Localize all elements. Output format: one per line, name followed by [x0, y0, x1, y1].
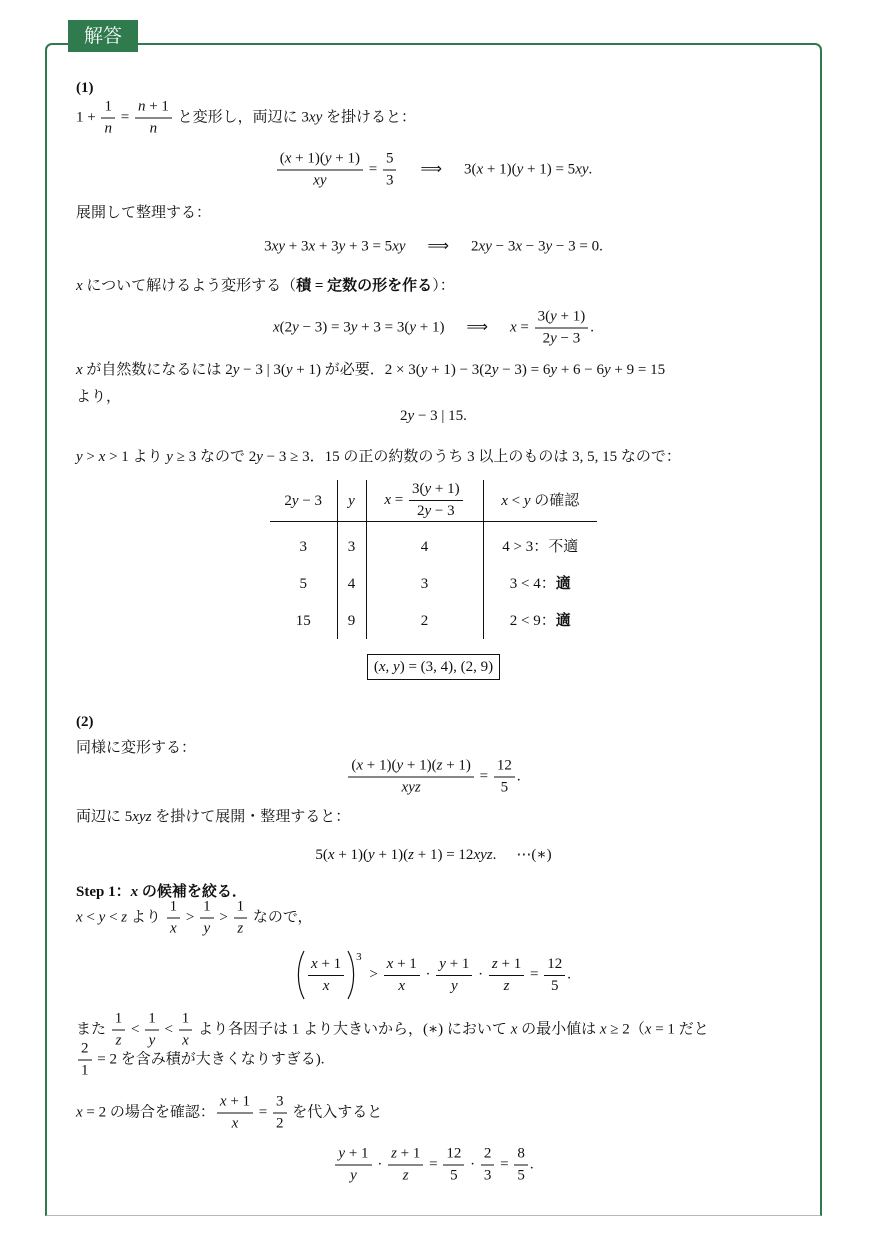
- fraction: [78, 1040, 92, 1081]
- fraction: [308, 955, 344, 996]
- math: x: [76, 278, 83, 294]
- solution-table: [270, 480, 597, 639]
- text: を含み積が大きくなりすぎる).: [120, 1051, 325, 1068]
- cell-verdict: 不適: [548, 538, 579, 555]
- math: >: [219, 909, 228, 926]
- fraction: [443, 1145, 464, 1186]
- cell-value: 3: [347, 538, 356, 555]
- cell-verdict: 適: [555, 612, 571, 629]
- part2-equation2: [45, 845, 822, 865]
- math: x = 2: [76, 1104, 107, 1121]
- fraction: [489, 955, 524, 996]
- part1-line6: [76, 447, 681, 467]
- exponent: 3: [356, 951, 362, 963]
- fraction: [277, 150, 363, 191]
- denominator: x: [322, 977, 330, 994]
- cell-value: 15: [295, 612, 311, 629]
- denominator: x: [398, 977, 406, 994]
- denominator: 5: [550, 977, 559, 994]
- text: より大きいから，: [302, 1021, 423, 1038]
- math: .: [529, 1156, 534, 1173]
- math: >: [369, 966, 378, 983]
- cell-value: 4: [347, 575, 356, 592]
- numerator: 12: [494, 757, 515, 778]
- table-cell: [483, 528, 597, 565]
- table-cell: [483, 565, 597, 602]
- denominator: y: [451, 977, 458, 994]
- numerator: x + 1: [308, 955, 344, 976]
- part1-equation1: [45, 150, 822, 191]
- math: =: [500, 1156, 509, 1173]
- fraction: [234, 898, 248, 939]
- part1-equation4: [45, 406, 822, 426]
- text: また: [76, 1021, 107, 1038]
- text: が必要．: [324, 362, 385, 378]
- fraction: [200, 898, 214, 939]
- column-header: y: [348, 492, 355, 509]
- text: を代入すると: [292, 1104, 383, 1121]
- denominator: n: [104, 120, 112, 137]
- text: 以上のものは: [478, 449, 569, 465]
- cell-separator: ：: [540, 575, 556, 592]
- math: 3: [467, 449, 475, 465]
- text: 両辺に: [76, 809, 122, 825]
- numerator: z + 1: [489, 955, 524, 976]
- part2-line3: [76, 898, 313, 939]
- implies-arrow: ⟹: [466, 317, 488, 336]
- table-cell: [366, 528, 483, 565]
- text: ．: [309, 449, 325, 465]
- text: を掛けると：: [326, 109, 417, 126]
- table-cell: [366, 602, 483, 639]
- text: において: [446, 1021, 507, 1038]
- math: y ≥ 3: [166, 449, 197, 465]
- denominator: z: [115, 1032, 122, 1049]
- denominator: y: [148, 1032, 156, 1049]
- fraction: [544, 955, 565, 996]
- math: =: [258, 1104, 268, 1121]
- part2-equation3: [45, 950, 822, 1000]
- math: 3xy + 3x + 3y + 3 = 5xy: [264, 238, 406, 255]
- numerator: 12: [443, 1145, 464, 1166]
- table-row: [270, 565, 597, 602]
- numerator: 3(y + 1): [409, 480, 463, 501]
- numerator: 1: [200, 898, 214, 919]
- numerator: y + 1: [335, 1145, 371, 1166]
- table-cell: [337, 565, 366, 602]
- denominator: x: [231, 1115, 239, 1132]
- denominator: 2y − 3: [417, 503, 455, 519]
- denominator: xy: [313, 172, 327, 189]
- math: x: [76, 362, 83, 378]
- text: の候補を絞る．: [141, 884, 247, 900]
- math: = 2: [97, 1051, 117, 1068]
- implies-arrow: ⟹: [420, 159, 442, 178]
- numerator: 1: [234, 898, 248, 919]
- fraction: [535, 308, 589, 349]
- part1-heading: (1): [76, 80, 94, 96]
- text: が自然数になるには: [86, 362, 222, 378]
- dot-operator: ·: [377, 1156, 383, 1173]
- implies-arrow: ⟹: [427, 236, 450, 255]
- fraction: [436, 955, 472, 996]
- text: の場合を確認：: [109, 1104, 215, 1121]
- fraction: [101, 98, 115, 139]
- part2-heading: (2): [76, 714, 94, 730]
- math: =: [429, 1156, 438, 1173]
- dot-operator: ·: [478, 966, 484, 983]
- denominator: z: [402, 1167, 409, 1184]
- dot-operator: ·: [425, 966, 431, 983]
- fraction: [135, 98, 172, 139]
- denominator: 3: [483, 1167, 492, 1184]
- fraction: [167, 898, 181, 939]
- numerator: 8: [514, 1145, 528, 1166]
- cell-value: 3 < 4: [509, 575, 541, 592]
- math: 2y − 3 | 3(y + 1): [225, 362, 321, 378]
- numerator: y + 1: [436, 955, 472, 976]
- text: と変形し，両辺に: [177, 109, 298, 126]
- math: 3xy: [301, 109, 323, 126]
- table-header-row: [270, 480, 597, 522]
- numerator: 3: [273, 1093, 287, 1114]
- table-header-cell: [366, 480, 483, 522]
- answer-tab: 解答: [68, 20, 138, 52]
- math: .: [590, 319, 595, 336]
- denominator: 3: [385, 172, 394, 189]
- cell-value: 2: [420, 612, 429, 629]
- math: x(2y − 3) = 3y + 3 = 3(y + 1): [272, 319, 445, 336]
- numerator: x + 1: [217, 1093, 253, 1114]
- table-header-cell: [483, 480, 597, 522]
- math: x ≥ 2: [599, 1021, 630, 1038]
- equation-ref: (∗): [422, 1021, 444, 1038]
- right-paren: [346, 950, 356, 1000]
- math: .: [516, 768, 521, 785]
- denominator: 1: [81, 1062, 89, 1079]
- equation-tag: ⋯(∗): [516, 847, 552, 863]
- fraction: [514, 1145, 528, 1186]
- column-header: x =: [384, 491, 404, 508]
- fraction: [409, 480, 463, 521]
- math: 1: [291, 1021, 300, 1038]
- math: 2xy − 3x − 3y − 3 = 0.: [471, 238, 603, 255]
- math: x < y < z: [76, 909, 128, 926]
- table-cell: [270, 565, 337, 602]
- numerator: 3(y + 1): [535, 308, 589, 329]
- part2-line5: [76, 1040, 324, 1081]
- math: x =: [509, 319, 529, 336]
- denominator: x: [170, 920, 177, 937]
- text: の最小値は: [521, 1021, 597, 1038]
- table-cell: [337, 602, 366, 639]
- table-header-cell: [270, 480, 337, 522]
- text: （: [629, 1021, 645, 1038]
- cell-separator: ：: [533, 538, 549, 555]
- fraction: [217, 1093, 253, 1134]
- table-cell: [270, 528, 337, 565]
- fraction: [494, 757, 515, 798]
- part1-line1: [76, 98, 416, 139]
- part1-line4: [76, 360, 665, 380]
- text: を掛けて展開・整理すると：: [155, 809, 351, 825]
- step-label: Step 1：: [76, 884, 131, 900]
- bold-text: 積 = 定数の形を作る: [296, 278, 433, 294]
- math: =: [479, 768, 489, 785]
- math: <: [164, 1021, 173, 1038]
- part2-equation1: [45, 757, 822, 798]
- text: ）：: [432, 278, 455, 294]
- denominator: 5: [500, 779, 509, 796]
- fraction: [388, 1145, 423, 1186]
- text: の正の約数のうち: [343, 449, 464, 465]
- denominator: 5: [517, 1167, 525, 1184]
- math: >: [185, 909, 195, 926]
- part2-equation4: [45, 1145, 822, 1186]
- math: x: [510, 1021, 518, 1038]
- text: より: [130, 909, 161, 926]
- part1-answer-line: [45, 654, 822, 680]
- math: 15: [324, 449, 340, 465]
- numerator: (x + 1)(y + 1)(z + 1): [348, 757, 474, 778]
- cell-value: 9: [347, 612, 356, 629]
- math: =: [120, 109, 130, 126]
- text: について解けるよう変形する（: [86, 278, 297, 294]
- table-cell: [270, 602, 337, 639]
- numerator: 1: [112, 1010, 126, 1031]
- column-header: 2y − 3: [284, 492, 323, 509]
- part1-equation3: [45, 308, 822, 349]
- denominator: n: [149, 120, 158, 137]
- numerator: 2: [78, 1040, 92, 1061]
- math: 2 × 3(y + 1) − 3(2y − 3) = 6y + 6 − 6y + 9 = 15: [384, 362, 666, 378]
- cell-value: 4 > 3: [502, 538, 534, 555]
- math: 2y − 3 | 15.: [400, 408, 467, 424]
- table-row: [270, 528, 597, 565]
- cell-separator: ：: [540, 612, 556, 629]
- denominator: y: [350, 1167, 357, 1184]
- math: x = 1: [644, 1021, 675, 1038]
- numerator: 2: [481, 1145, 495, 1166]
- denominator: 2: [276, 1115, 284, 1132]
- text: より各因子は: [197, 1021, 288, 1038]
- part2-line6: [76, 1093, 382, 1134]
- math: =: [529, 966, 539, 983]
- fraction: [348, 757, 474, 798]
- cell-verdict: 適: [555, 575, 571, 592]
- boxed-answer: (x, y) = (3, 4), (2, 9): [367, 654, 500, 680]
- numerator: (x + 1)(y + 1): [277, 150, 363, 171]
- text: なので：: [620, 449, 681, 465]
- numerator: 1: [179, 1010, 193, 1031]
- denominator: x: [182, 1032, 189, 1049]
- cell-value: 2 < 9: [509, 612, 541, 629]
- numerator: z + 1: [388, 1145, 423, 1166]
- numerator: 5: [383, 150, 397, 171]
- math: <: [131, 1021, 140, 1038]
- numerator: n + 1: [135, 98, 172, 119]
- cell-value: 3: [299, 538, 307, 555]
- column-header-text: の確認: [534, 492, 580, 509]
- denominator: z: [503, 977, 510, 994]
- math: 5xyz: [124, 809, 152, 825]
- math: 3, 5, 15: [572, 449, 618, 465]
- fraction: [383, 150, 397, 191]
- left-paren: [296, 950, 306, 1000]
- math: 1 +: [76, 109, 96, 126]
- cell-value: 3: [420, 575, 429, 592]
- numerator: 1: [167, 898, 181, 919]
- numerator: 1: [101, 98, 115, 119]
- fraction: [335, 1145, 371, 1186]
- part1-equation2: [45, 236, 822, 257]
- denominator: z: [237, 920, 244, 937]
- math: 3(x + 1)(y + 1) = 5xy.: [463, 161, 593, 178]
- table-cell: [366, 565, 483, 602]
- fraction: [273, 1093, 287, 1134]
- part2-line1: 同様に変形する：: [76, 740, 197, 756]
- dot-operator: ·: [470, 1156, 476, 1173]
- table-cell: [337, 528, 366, 565]
- fraction: [481, 1145, 495, 1186]
- denominator: 2y − 3: [542, 330, 581, 347]
- text: だと: [678, 1021, 709, 1038]
- math: x: [130, 884, 139, 900]
- text: なので: [199, 449, 245, 465]
- math: =: [368, 161, 378, 178]
- math: y > x > 1: [76, 449, 129, 465]
- table-header-cell: [337, 480, 366, 522]
- numerator: 1: [145, 1010, 159, 1031]
- part1-line3: [76, 276, 455, 296]
- part1-line5: より，: [76, 389, 122, 405]
- table-row: [270, 602, 597, 639]
- denominator: 5: [450, 1167, 458, 1184]
- numerator: x + 1: [384, 955, 420, 976]
- column-header: x < y: [501, 492, 531, 509]
- cell-value: 4: [420, 538, 429, 555]
- fraction: [384, 955, 420, 996]
- denominator: y: [203, 920, 211, 937]
- part2-line2: [76, 807, 350, 827]
- math: .: [567, 966, 571, 983]
- cell-value: 5: [299, 575, 307, 592]
- text: より: [132, 449, 163, 465]
- numerator: 12: [544, 955, 565, 976]
- table-cell: [483, 602, 597, 639]
- math: 2y − 3 ≥ 3: [248, 449, 310, 465]
- text: なので，: [252, 909, 313, 926]
- math: 5(x + 1)(y + 1)(z + 1) = 12xyz.: [315, 847, 497, 863]
- part1-line2: 展開して整理する：: [76, 205, 212, 221]
- denominator: xyz: [401, 779, 421, 796]
